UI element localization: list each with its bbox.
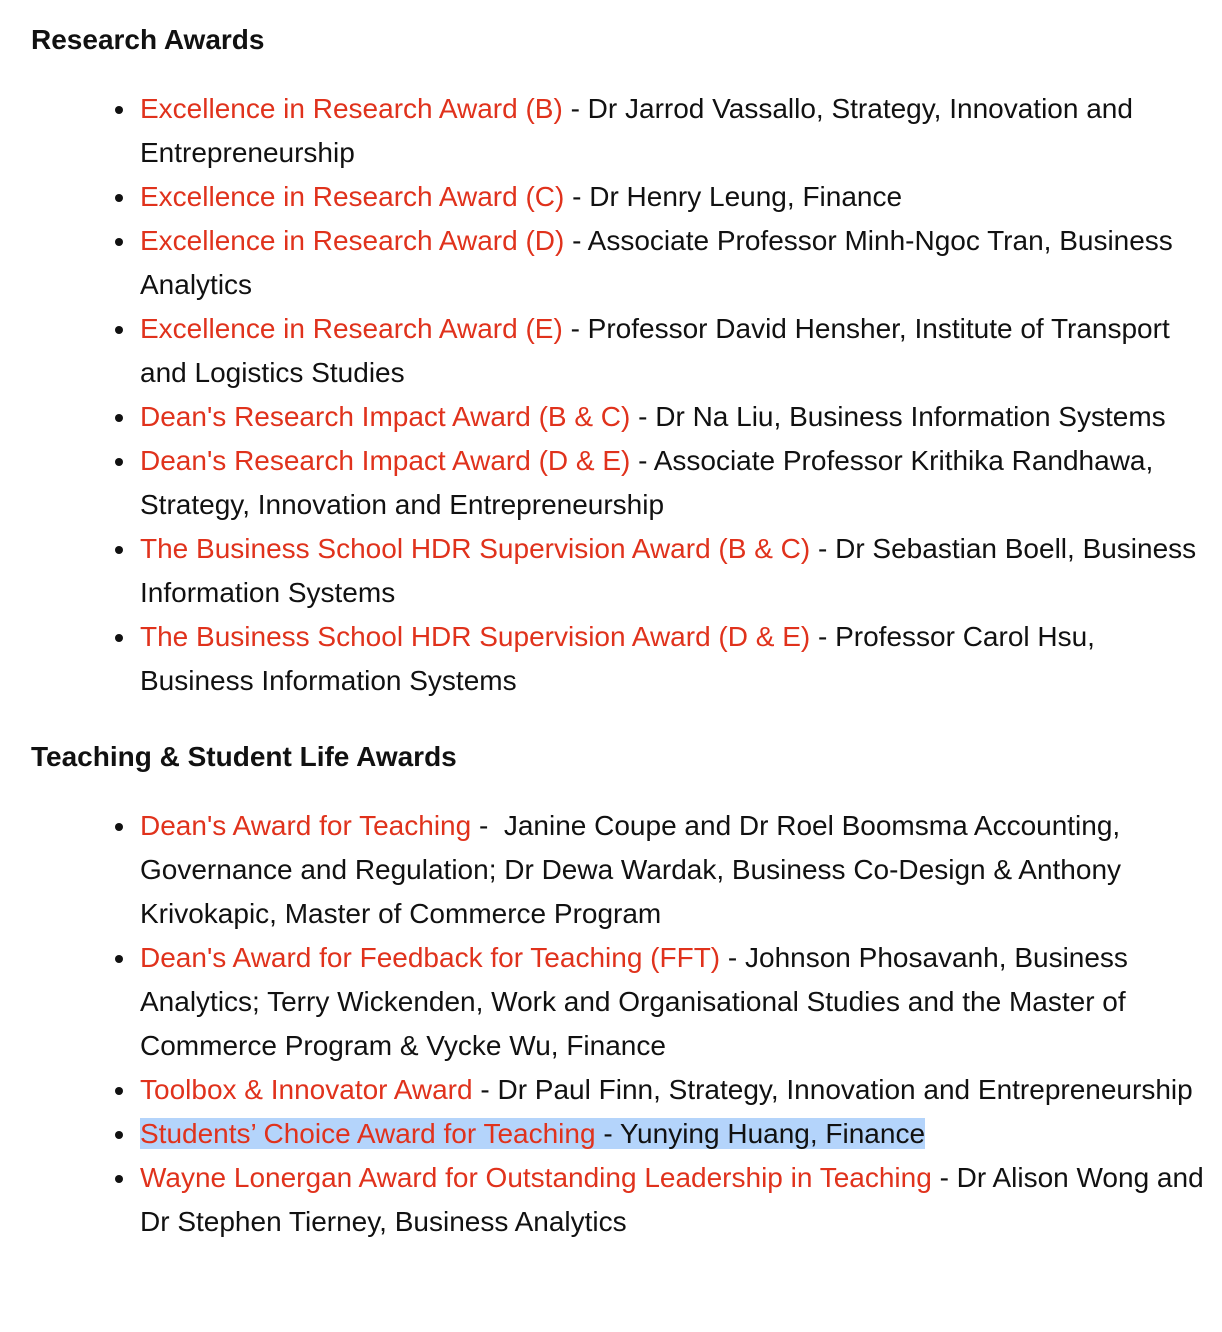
award-link[interactable]: Dean's Research Impact Award (D & E): [140, 445, 631, 476]
list-item: [31, 439, 1208, 527]
research-awards-heading: Research Awards: [31, 24, 265, 55]
list-item: [31, 175, 1208, 219]
award-recipient: - Dr Henry Leung, Finance: [564, 181, 903, 212]
award-link[interactable]: Dean's Award for Feedback for Teaching (FFT): [140, 942, 721, 973]
list-item: [31, 87, 1208, 175]
list-item: [31, 1068, 1208, 1112]
award-recipient: - Professor Carol Hsu, Business Information Systems: [140, 621, 1095, 696]
award-link[interactable]: The Business School HDR Supervision Award (B & C): [140, 533, 811, 564]
award-link[interactable]: Toolbox & Innovator Award: [140, 1074, 473, 1105]
award-link[interactable]: Excellence in Research Award (C): [140, 181, 565, 212]
award-recipient: - Associate Professor Krithika Randhawa, Strategy, Innovation and Entrepreneurship: [140, 445, 1154, 520]
list-item: [31, 219, 1208, 307]
list-item: [31, 527, 1208, 615]
award-link[interactable]: Excellence in Research Award (D): [140, 225, 565, 256]
award-recipient: - Yunying Huang, Finance: [595, 1118, 926, 1149]
award-recipient: - Dr Sebastian Boell, Business Information Systems: [140, 533, 1197, 608]
list-item: [31, 307, 1208, 395]
list-item: [31, 615, 1208, 703]
award-recipient: - Johnson Phosavanh, Business Analytics; Terry Wickenden, Work and Organisational Studies and the Master of Commerce Program & Vycke Wu, Finance: [140, 942, 1128, 1061]
list-item: [31, 804, 1208, 936]
list-item-selected: [31, 1112, 1208, 1156]
award-link[interactable]: Wayne Lonergan Award for Outstanding Leadership in Teaching: [140, 1162, 932, 1193]
teaching-awards-heading: Teaching & Student Life Awards: [31, 741, 457, 772]
award-link[interactable]: Dean's Research Impact Award (B & C): [140, 401, 631, 432]
list-item: [31, 395, 1208, 439]
list-item: [31, 1156, 1208, 1244]
award-recipient: - Janine Coupe and Dr Roel Boomsma Accounting, Governance and Regulation; Dr Dewa Wardak, Business Co-Design & Anthony Krivokapic, Master of Commerce Program: [140, 810, 1129, 929]
award-link[interactable]: Dean's Award for Teaching: [140, 810, 472, 841]
award-link[interactable]: Excellence in Research Award (E): [140, 313, 563, 344]
award-recipient: - Associate Professor Minh-Ngoc Tran, Business Analytics: [140, 225, 1173, 300]
text-selection-highlight: [140, 1118, 925, 1149]
award-recipient: - Dr Paul Finn, Strategy, Innovation and Entrepreneurship: [472, 1074, 1193, 1105]
award-recipient: - Dr Na Liu, Business Information Systems: [630, 401, 1166, 432]
award-link[interactable]: The Business School HDR Supervision Award (D & E): [140, 621, 811, 652]
teaching-awards-list: [31, 804, 1208, 1244]
award-recipient: - Professor David Hensher, Institute of Transport and Logistics Studies: [140, 313, 1170, 388]
research-awards-list: [31, 87, 1208, 703]
award-link[interactable]: Excellence in Research Award (B): [140, 93, 563, 124]
award-recipient: - Dr Jarrod Vassallo, Strategy, Innovation and Entrepreneurship: [140, 93, 1133, 168]
award-recipient: - Dr Alison Wong and Dr Stephen Tierney, Business Analytics: [140, 1162, 1204, 1237]
award-link[interactable]: Students’ Choice Award for Teaching: [140, 1118, 596, 1149]
list-item: [31, 936, 1208, 1068]
